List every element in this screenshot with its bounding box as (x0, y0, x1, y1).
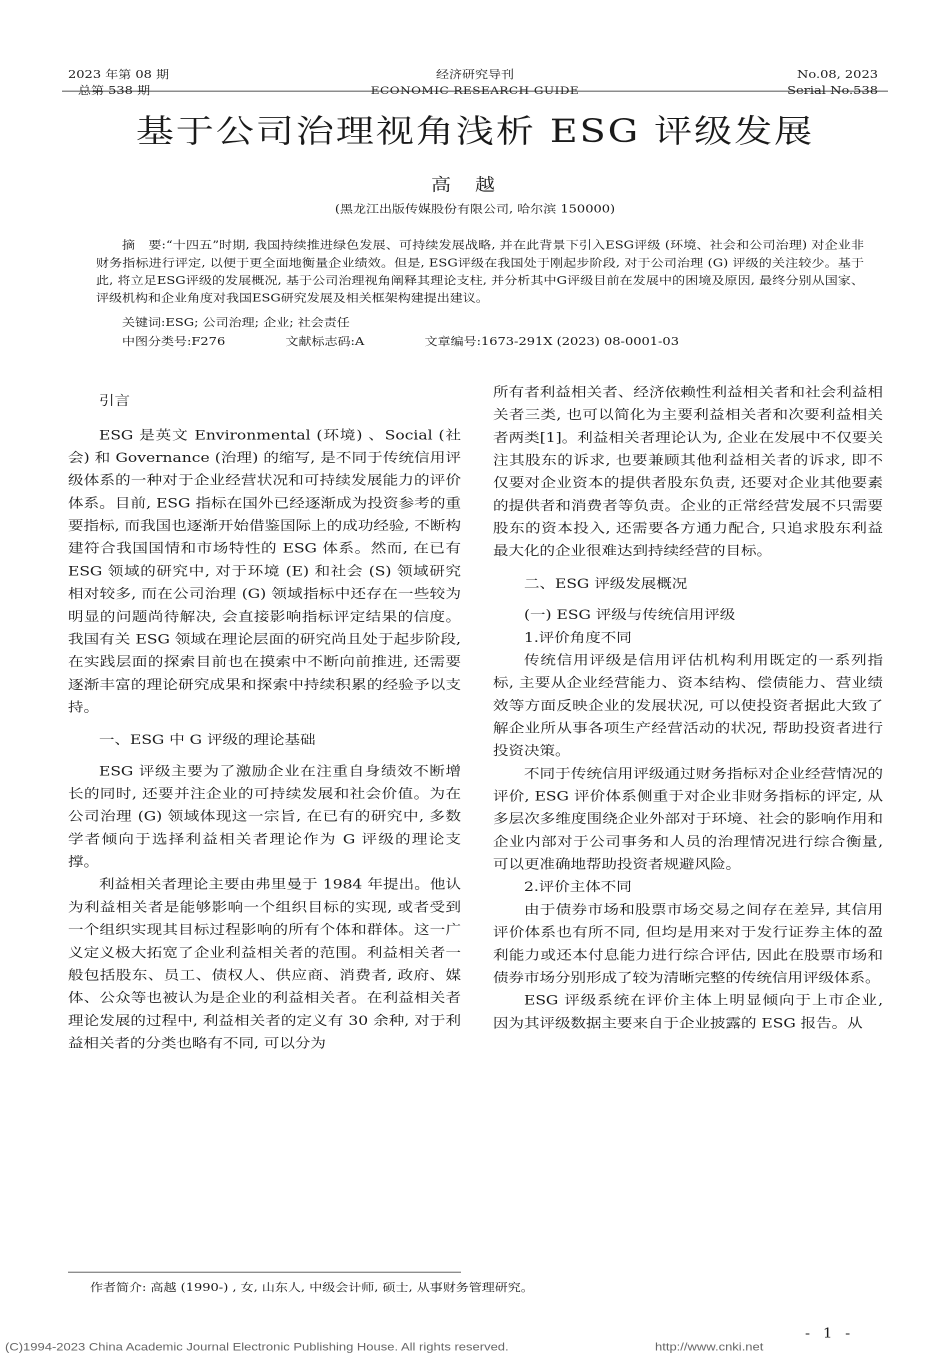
clc-label: 中图分类号: (122, 336, 192, 349)
intro-heading: 引言 (99, 393, 131, 409)
right-column (493, 381, 883, 1035)
keywords-value: ESG; 公司治理; 企业; 社会责任 (165, 316, 350, 330)
header-right (787, 67, 878, 99)
cnki-link[interactable]: http://www.cnki.net (655, 1340, 764, 1353)
keywords (96, 314, 890, 332)
doccode-label: 文献标志码: (285, 336, 355, 349)
section1-paragraph-2: 利益相关者理论主要由弗里曼于 1984 年提出。他认为利益相关者是能够影响一个组织目标的实现, 或者受到一个组织实现其目标过程影响的所有个体和群体。这一广义定义极大拓宽了企业利益相关者的范围。利益相关者一般包括股东、员工、债权人、供应商、消费者, 政府、媒体、公众等也被认为是企业的利益相关者。在利益相关者理论发展的过程中, 利益相关者的定义有 30 余种, 对于利益相关者的分类也略有不同, 可以分为 (68, 876, 461, 1051)
doccode-value: A (354, 336, 365, 349)
author-note: 作者简介: 高越 (1990-) , 女, 山东人, 中级会计师, 硕士, 从事财务管理研究。 (90, 1281, 534, 1295)
journal-name-en: ECONOMIC RESEARCH GUIDE (370, 84, 580, 97)
serial-number: Serial No.538 (787, 84, 878, 98)
author-name: 高越 (431, 174, 519, 195)
section1-heading: 一、ESG 中 G 评级的理论基础 (99, 732, 316, 748)
clc-value: F276 (191, 336, 226, 349)
issue-serial: 总第 538 期 (78, 84, 151, 98)
stakeholder-paragraph: 所有者利益相关者、经济依赖性利益相关者和社会利益相关者三类, 也可以简化为主要利益相关者和次要利益相关者两类[1]。利益相关者理论认为, 企业在发展中不仅要关注其股东的诉求, 也要兼顾其他利益相关者的诉求, 即不仅要对企业资本的提供者股东负责, 还要对企业其他要素的提供者和消费者等负责。企业的正常经营发展不只需要股东的资本投入, 还需要各方通力配合, 只追求股东利益最大化的企业很难达到持续经营的目标。 (493, 384, 883, 559)
abstract-text: “十四五”时期, 我国持续推进绿色发展、可持续发展战略, 并在此背景下引入ESG评级 (环境、社会和公司治理) 对企业非财务指标进行评定, 以便于更全面地衡量企业绩效。但是, ESG评级在我国处于刚起步阶段, 对于公司治理 (G) 评级的关注较少。基于此, 将立足ESG评级的发展概况, 基于公司治理视角阐释其理论支柱, 并分析其中G评级目前在发展中的困境及原因, 最终分别从国家、评级机构和企业角度对我国ESG研究发展及相关框架构建提出建议。 (96, 239, 864, 305)
author-affiliation: (黑龙江出版传媒股份有限公司, 哈尔滨 150000) (334, 203, 616, 216)
copyright-notice: (C)1994-2023 China Academic Journal Electronic Publishing House. All rights reserved. (5, 1340, 509, 1353)
header-divider (62, 91, 888, 92)
keywords-label: 关键词: (122, 316, 166, 330)
item1-paragraph-1: 传统信用评级是信用评估机构利用既定的一系列指标, 主要从企业经营能力、资本结构、偿债能力、营业绩效等方面反映企业的发展状况, 可以使投资者据此大致了解企业所从事各项生产经营活动的状况, 帮助投资者进行投资决策。 (493, 652, 883, 759)
section2-heading: 二、ESG 评级发展概况 (524, 576, 688, 592)
abstract (96, 237, 864, 308)
item2-heading: 2.评价主体不同 (524, 879, 632, 895)
left-column (68, 390, 461, 1055)
issue-number: No.08, 2023 (797, 68, 878, 82)
item1-heading: 1.评价角度不同 (524, 630, 632, 646)
item2-paragraph-2: ESG 评级系统在评价主体上明显倾向于上市企业, 因为其评级数据主要来自于企业披露的 ESG 报告。从 (493, 992, 883, 1031)
item1-paragraph-2: 不同于传统信用评级通过财务指标对企业经营情况的评价, ESG 评价体系侧重于对企业非财务指标的评定, 从多层次多维度围绕企业外部对于环境、社会的影响作用和企业内部对于公司事务和人员的治理情况进行综合衡量, 可以更准确地帮助投资者规避风险。 (493, 766, 883, 872)
subsection1-heading: (一) ESG 评级与传统信用评级 (524, 607, 736, 623)
section1-paragraph-1: ESG 评级主要为了激励企业在注重自身绩效不断增长的同时, 还要并注企业的可持续发展和社会价值。为在公司治理 (G) 领域体现这一宗旨, 在已有的研究中, 多数学者倾向于选择利益相关者理论作为 G 评级的理论支撑。 (68, 763, 461, 870)
item2-paragraph-1: 由于债券市场和股票市场交易之间存在差异, 其信用评价体系也有所不同, 但均是用来对于发行证券主体的盈利能力或还本付息能力进行综合评估, 因此在股票市场和债券市场分别形成了较为清晰完整的传统信用评级体系。 (493, 902, 883, 986)
intro-paragraph: ESG 是英文 Environmental (环境) 、Social (社会) 和 Governance (治理) 的缩写, 是不同于传统信用评级体系的一种对于企业经营状况和可持续发展能力的评价体系。目前, ESG 指标在国外已经逐渐成为投资参考的重要指标, 而我国也逐渐开始借鉴国际上的成功经验, 不断构建符合我国国情和市场特性的 ESG 体系。然而, 在已有 ESG 领域的研究中, 对于环境 (E) 和社会 (S) 领域研究相对较多, 而在公司治理 (G) 领域指标中还存在一些较为明显的问题尚待解决, 会直接影响指标评定结果的信度。我国有关 ESG 领域在理论层面的研究尚且处于起步阶段, 在实践层面的探索目前也在摸索中不断向前推进, 还需要逐渐丰富的理论研究成果和探索中持续积累的经验予以支持。 (68, 427, 461, 715)
issue-year: 2023 年第 08 期 (68, 68, 170, 82)
page-number: - 1 - (805, 1325, 855, 1341)
articleno-label: 文章编号: (424, 336, 481, 349)
footnote-divider (68, 1272, 461, 1273)
abstract-label: 摘 要: (122, 239, 166, 252)
classification-row (96, 333, 890, 351)
journal-name-cn: 经济研究导刊 (435, 68, 514, 82)
article-title: 基于公司治理视角浅析 ESG 评级发展 (135, 112, 815, 150)
articleno-value: 1673-291X (2023) 08-0001-03 (480, 336, 679, 349)
